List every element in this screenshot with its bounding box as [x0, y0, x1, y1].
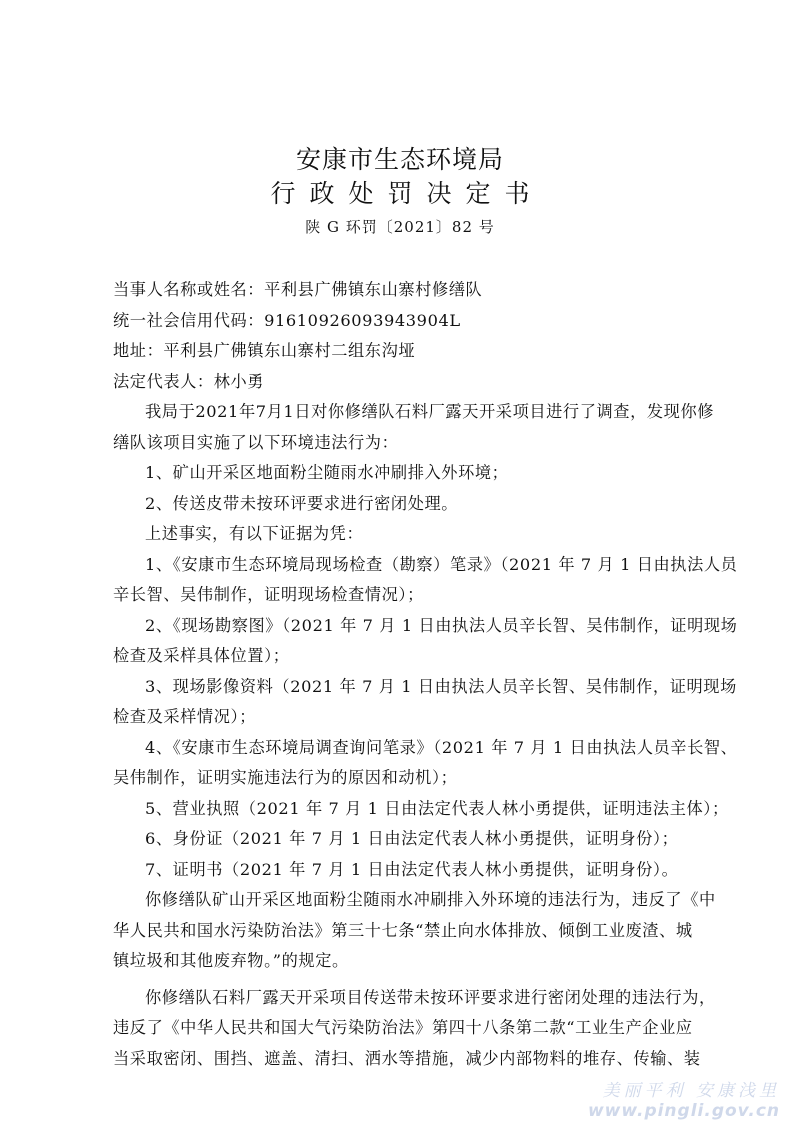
evidence-item: 7、证明书（2021 年 7 月 1 日由法定代表人林小勇提供，证明身份）。 [145, 859, 679, 879]
document-body [113, 275, 738, 1074]
agency-title: 安康市生态环境局 [295, 145, 504, 174]
finding-line: 违反了《中华人民共和国大气污染防治法》第四十八条第二款“工业生产企业应 [113, 1018, 693, 1037]
evidence-item: 1、《安康市生态环境局现场检查（勘察）笔录》（2021 年 7 月 1 日由执法人员 [145, 554, 738, 574]
evidence-item: 2、《现场勘察图》（2021 年 7 月 1 日由执法人员辛长智、吴伟制作，证明现场 [145, 615, 738, 635]
evidence-item: 3、现场影像资料（2021 年 7 月 1 日由执法人员辛长智、吴伟制作，证明现场 [145, 676, 737, 696]
document-number: 陕 G 环罚〔2021〕82 号 [305, 218, 495, 236]
party-credit-code: 统一社会信用代码：91610926093943904L [113, 310, 461, 330]
finding-line: 当采取密闭、围挡、遮盖、清扫、洒水等措施，减少内部物料的堆存、传输、装 [113, 1048, 701, 1068]
watermark-slogan: 美丽平利 安康浅里 [602, 1081, 780, 1101]
evidence-intro: 上述事实，有以下证据为凭： [145, 524, 364, 543]
finding-line: 镇垃圾和其他废弃物。”的规定。 [113, 951, 349, 970]
finding-line: 你修缮队矿山开采区地面粉尘随雨水冲刷排入外环境的违法行为，违反了《中 [145, 890, 716, 909]
site-watermark [588, 1076, 780, 1121]
paragraph-line: 我局于2021年7月1日对你修缮队石料厂露天开采项目进行了调查，发现你修 [145, 402, 715, 421]
violation-item: 1、矿山开采区地面粉尘随雨水冲刷排入外环境； [145, 463, 509, 482]
evidence-item-cont: 检查及采样具体位置）； [113, 646, 290, 665]
evidence-item: 6、身份证（2021 年 7 月 1 日由法定代表人林小勇提供，证明身份）； [145, 829, 679, 848]
evidence-item: 4、《安康市生态环境局调查询问笔录》（2021 年 7 月 1 日由执法人员辛长智、 [145, 737, 738, 757]
party-address: 地址：平利县广佛镇东山寨村二组东沟垭 [113, 341, 416, 360]
document-type-title: 行政处罚决定书 [270, 179, 544, 208]
party-legal-representative: 法定代表人：林小勇 [113, 371, 265, 391]
evidence-item-cont: 检查及采样情况）； [113, 707, 256, 726]
evidence-item-cont: 辛长智、吴伟制作，证明现场检查情况）； [113, 585, 424, 604]
party-name: 当事人名称或姓名：平利县广佛镇东山寨村修缮队 [113, 280, 483, 299]
finding-line: 你修缮队石料厂露天开采项目传送带未按环评要求进行密闭处理的违法行为， [145, 987, 716, 1007]
paragraph-line: 缮队该项目实施了以下环境违法行为： [113, 432, 399, 452]
evidence-item-cont: 吴伟制作，证明实施违法行为的原因和动机）； [113, 768, 458, 787]
evidence-item: 5、营业执照（2021 年 7 月 1 日由法定代表人林小勇提供，证明违法主体）； [145, 798, 729, 818]
watermark-url: www.pingli.gov.cn [587, 1101, 780, 1121]
violation-item: 2、传送皮带未按环评要求进行密闭处理。 [145, 493, 459, 513]
finding-line: 华人民共和国水污染防治法》第三十七条“禁止向水体排放、倾倒工业废渣、城 [113, 920, 693, 940]
